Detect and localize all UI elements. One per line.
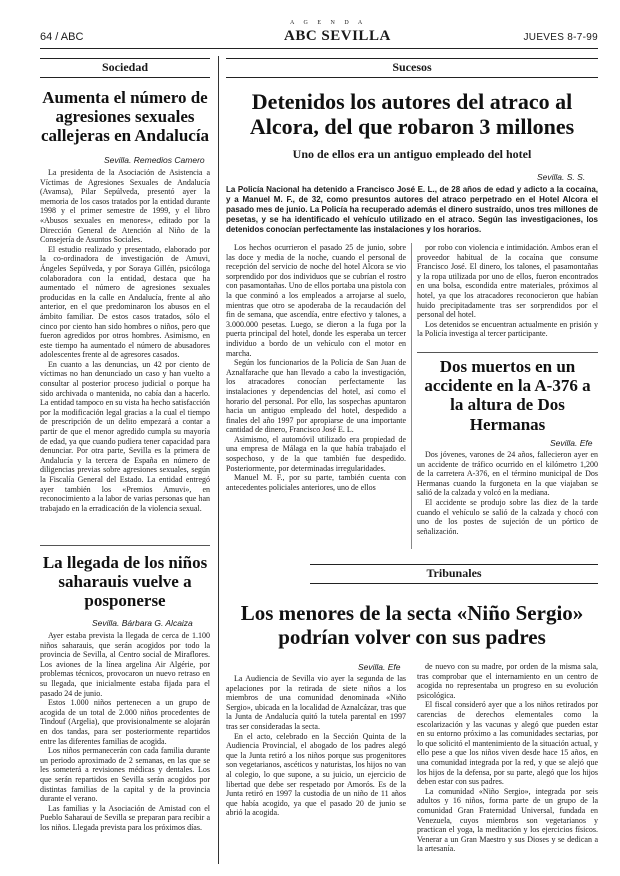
headline-accidente: Dos muertos en un accidente en la A-376 a la altura de Dos Hermanas <box>424 357 591 434</box>
article-body-saharauis: Ayer estaba prevista la llegada de cerca de 1.100 niños saharauis, que serán acogidos por todo la provincia de Sevilla, al Centro social de Miraflores. Los aviones de la línea argelina Air Algérie, por problemas técnicos, provocaron un nuevo retraso en su llegada, que inicialmente estaba fijada para el pasado 24 de junio. Estos 1.000 niños pertenecen a un grupo de acogida de un total de 2.000 niños procedentes de Tindouf (Argelia), que provisionalmente se alojarán en dos tandas, para ser posteriormente repartidos entre las diferentes familias de acogida. Los niños permanecerán con cada familia durante un periodo aproximado de 2 semanas, en las que se les someterá a revisiones médicas y dentales. Los que serán repartidos en Sevilla serán acogidos por distintas familias de la capital y de la provincia durante el verano. Las familias y la Asociación de Amistad con el Pueblo Saharaui de Sevilla se preparan para recibir a los niños. Llegada prevista para los próximos días. <box>40 631 210 832</box>
masthead-kicker: A G E N D A <box>290 20 367 26</box>
section-label-sociedad: Sociedad <box>40 58 210 78</box>
accident-divider <box>417 352 598 353</box>
subtitle-atraco: Uno de ellos era un antiguo empleado del hotel <box>292 147 532 161</box>
header-rule <box>40 48 598 49</box>
inner-divider <box>411 243 412 549</box>
byline-secta: Sevilla. Efe <box>358 662 401 672</box>
masthead-title: ABC SEVILLA <box>284 28 391 44</box>
page-header <box>40 20 598 46</box>
section-label-tribunales: Tribunales <box>310 564 598 584</box>
section-label-sucesos: Sucesos <box>226 58 598 78</box>
article-body-accidente: Dos jóvenes, varones de 24 años, fallecieron ayer en un accidente de tráfico ocurrido en el kilómetro 1,200 de la carretera A-376, en el término municipal de Dos Hermanas cuando la furgoneta en la que viajaban se salió de la calzada y volcó en la mediana. El accidente se produjo sobre las diez de la tarde cuando el vehículo se salió de la calzada y chocó con uno de los postes de sujeción de un pórtico de señalización. <box>417 450 598 536</box>
page-number: 64 / ABC <box>40 31 84 43</box>
byline-saharauis: Sevilla. Bárbara G. Alcaiza <box>92 618 193 628</box>
article-body-agresiones: La presidenta de la Asociación de Asistencia a Víctimas de Agresiones Sexuales de Andalucía (Avamsa), Pilar Sepúlveda, presentó ayer la memoria de los casos tratados por la entidad durante 1998 y el primer semestre de 1999, y el libro «Abusos sexuales en menores», editado por la Dirección General de Atención al Niño de la Consejería de Asuntos Sociales. El estudio realizado y presentado, elaborado por la co-ordinadora de investigación de Amuvi, Ángeles Sepúlveda, y por Soraya Gillén, psicóloga colaboradora con la entidad, destaca que ha aumentado el número de agresiones sexuales producidas en la calle en Andalucía, frente al año anterior, en el que predominaron los abusos en el ámbito familiar. De estos casos tratados, sólo el cinco por ciento han sido hombres o niños, pero que fueron agredidos por otros hombres. Asimismo, en este tiempo ha aumentado el número de abusadores adolescentes frente al de agresores casados. En cuanto a las denuncias, un 42 por ciento de víctimas no han denunciado un caso y han vuelto a consultar al posterior proceso judicial o porque ha sido archivada o mantenida, no cabía dan a hacerlo. La entidad tampoco en su vista ha hecho satisfacción por la modificación legal gracias a la cual el tiempo de prescripción de un delito empezará a contar a partir de que el menor agredido cumpla su mayoría de edad, ya que cuando pudiera tener capacidad para denunciar. Por otra parte, Sevilla es la primera de Andalucía y la tercera de España en número de diligencias previas sobre agresiones sexuales, según la Fiscalía General del Estado. La entidad entregó ayer también los «Premios Amuvi», en reconocimiento a la labor de varias personas que han trabajado en la erradicación de la violencia sexual. <box>40 168 210 513</box>
article-body-atraco-col1: Los hechos ocurrieron el pasado 25 de junio, sobre las doce y media de la noche, cuando el personal de recepción del servicio de noche del hotel Alcora se vio sorprendido por dos individuos que se cubrían el rostro con pasamontañas. Uno de ellos portaba una pistola con la que conminó a los empleados a arrojarse al suelo, mientras que otro se apoderaba de la recaudación del fin de semana, que ascendía, entre efectivo y talones, a 3.000.000 pesetas. Luego, se dieron a la fuga por la puerta principal del hotel, donde les esperaba un tercer individuo a bordo de un vehículo con el motor en marcha. Según los funcionarios de la Policía de San Juan de Aznalfarache que han llevado a cabo la investigación, los atracadores conocían perfectamente las instalaciones y dependencias del hotel, así como el horario del personal. Por ello, las sospechas apuntaron hacia un antiguo empleado del hotel, despedido a finales del año 1997 por apropiarse de una importante cantidad de dinero, Francisco José E. L. Asimismo, el automóvil utilizado era propiedad de una empresa de Málaga en la que había trabajado el sospechoso, y de la que también fue despedido. Posteriormente, por determinadas irregularidades. Manuel M. F., por su parte, también cuenta con antecedentes policiales anteriores, uno de ellos <box>226 243 406 492</box>
headline-agresiones: Aumenta el número de agresiones sexuales callejeras en Andalucía <box>40 88 210 146</box>
byline-agresiones: Sevilla. Remedios Camero <box>104 155 205 165</box>
lead-atraco: La Policía Nacional ha detenido a Francisco José E. L., de 28 años de edad y adicto a la cocaína, y a Manuel M. F., de 32, como presuntos autores del atraco perpetrado en el Hotel Alcora el pasado mes de junio. La Policía ha recuperado además el dinero sustraído, unos tres millones de pesetas, y se ha identificado el vehículo utilizado en el atraco. Según las investigaciones, los detenidos conocían perfectamente las instalaciones y los horarios. <box>226 185 598 234</box>
issue-date: JUEVES 8-7-99 <box>523 32 598 43</box>
headline-saharauis: La llegada de los niños saharauis vuelve a posponerse <box>42 553 208 611</box>
headline-atraco: Detenidos los autores del atraco al Alcora, del que robaron 3 millones <box>249 89 575 139</box>
masthead <box>284 20 391 45</box>
headline-secta: Los menores de la secta «Niño Sergio» podrían volver con sus padres <box>240 601 584 649</box>
byline-atraco: Sevilla. S. S. <box>537 172 586 182</box>
byline-accidente: Sevilla. Efe <box>550 438 593 448</box>
article-body-secta-col1: La Audiencia de Sevilla vio ayer la segunda de las apelaciones por la retirada de siete niños a los miembros de una comunidad denominada «Niño Sergio», ubicada en la localidad de Aznalcázar, tras que la Junta de Andalucía quitó la tutela parental en 1997 tras ser consideradas la secta. En el acto, celebrado en la Sección Quinta de la Audiencia Provincial, el abogado de los padres alegó que la Junta retiró a los niños porque sus progenitores son vegetarianos, ascéticos y naturistas, los hijos no van al colegio, lo que supone, a su juicio, un ejercicio de libertad que debe ser respetado por Amorós. Es de la Junta retiró en 1997 la custodia de un niño de 11 años que había acogido, ya que el pasado 20 de junio se abrió la acogida. <box>226 674 406 818</box>
column-divider <box>218 56 219 864</box>
article-body-atraco-col2: por robo con violencia e intimidación. Ambos eran el proveedor habitual de la cocaína que consume Francisco José. El dinero, los talones, el pasamontañas y la ropa utilizada por uno de ellos, fueron encontrados en una bolsa, escondida entre materiales, próximos al hotel, ya que los atracadores reconocieron que habían huido precipitadamente tras ser sorprendidos por el personal del hotel. Los detenidos se encuentran actualmente en prisión y la Policía investiga al tercer participante. <box>417 243 598 339</box>
article-body-secta-col2: de nuevo con su madre, por orden de la misma sala, tras comprobar que el internamiento en un centro de acogida no representaba un progreso en su evolución psicológica. El fiscal consideró ayer que a los niños retirados por carencias de derechos elementales como la escolarización y las vacunas y alegó que pueden estar en su entorno próximo a las comunidades sectarias, por lo que solicitó el mantenimiento de la situación actual, y ello pese a que los niños viven desde hace 15 años, en una comunidad integrada por la red, y que se alejó que los hijos de la defensa, por su parte, alegó que los hijos deben estar con sus padres. La comunidad «Niño Sergio», integrada por seis adultos y 16 niños, forma parte de un grupo de la comunidad Gran Fraternidad Universal, fundada en Venezuela, cuyos miembros son vegetarianos y practican el yoga, la meditación y los ejercicios físicos. Venerar a un Gran Maestro y sus Dioses y se dedican a la artesanía. <box>417 662 598 854</box>
left-divider <box>40 545 210 546</box>
